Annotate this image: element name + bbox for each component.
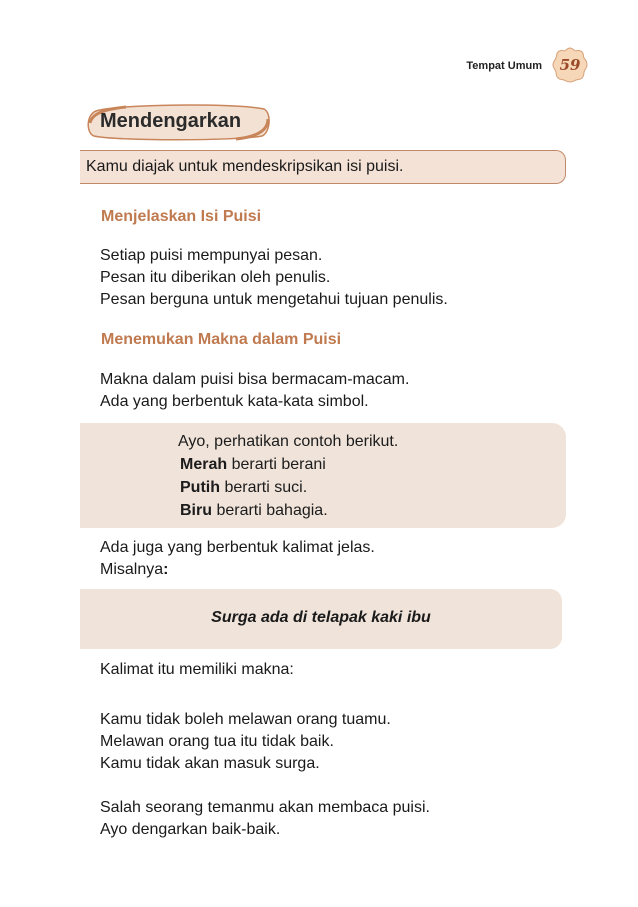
text-line: Ayo dengarkan baik-baik. bbox=[100, 821, 281, 838]
text-line bbox=[100, 559, 375, 581]
intro-text: Kamu diajak untuk mendeskripsikan isi puisi. bbox=[86, 158, 404, 175]
example-word: Biru bbox=[180, 502, 212, 519]
section-heading bbox=[86, 103, 270, 141]
subheading-menemukan: Menemukan Makna dalam Puisi bbox=[101, 331, 342, 348]
text-line: Kamu tidak akan masuk surga. bbox=[100, 755, 320, 772]
sentence-intro bbox=[100, 537, 375, 581]
section-title: Mendengarkan bbox=[100, 110, 242, 132]
example-item bbox=[178, 476, 398, 499]
example-meaning: berarti berani bbox=[227, 456, 326, 473]
meaning-paragraph bbox=[100, 709, 391, 775]
example-item bbox=[178, 453, 398, 476]
example-item bbox=[178, 499, 398, 522]
subheading-menjelaskan: Menjelaskan Isi Puisi bbox=[101, 208, 262, 225]
text-line: Salah seorang temanmu akan membaca puisi. bbox=[100, 799, 430, 816]
text-line: Kamu tidak boleh melawan orang tuamu. bbox=[100, 711, 391, 728]
example-word: Putih bbox=[180, 479, 220, 496]
page-number: 59 bbox=[559, 56, 581, 74]
part1-paragraph bbox=[100, 245, 448, 311]
colon-mark: : bbox=[163, 561, 169, 578]
example-box bbox=[80, 423, 566, 528]
example-word: Merah bbox=[180, 456, 228, 473]
intro-box bbox=[80, 150, 566, 184]
example-lead: Ayo, perhatikan contoh berikut. bbox=[178, 433, 399, 450]
text-line: Melawan orang tua itu tidak baik. bbox=[100, 733, 334, 750]
meaning-intro: Kalimat itu memiliki makna: bbox=[100, 661, 294, 678]
example-meaning: berarti bahagia. bbox=[212, 502, 328, 519]
text-line: Ada yang berbentuk kata-kata simbol. bbox=[100, 393, 369, 410]
text-line: Setiap puisi mempunyai pesan. bbox=[100, 247, 323, 264]
quote-box bbox=[80, 589, 562, 649]
quote-text: Surga ada di telapak kaki ibu bbox=[211, 609, 431, 626]
closing-paragraph bbox=[100, 797, 430, 841]
text-line: Ada juga yang berbentuk kalimat jelas. bbox=[100, 539, 375, 556]
page-number-badge bbox=[552, 47, 588, 83]
text-line: Pesan itu diberikan oleh penulis. bbox=[100, 269, 331, 286]
chapter-title: Tempat Umum bbox=[466, 60, 542, 72]
example-lines bbox=[178, 430, 398, 522]
misalnya-text: Misalnya bbox=[100, 561, 164, 578]
example-meaning: berarti suci. bbox=[220, 479, 308, 496]
text-line: Pesan berguna untuk mengetahui tujuan penulis. bbox=[100, 291, 448, 308]
part2-paragraph bbox=[100, 369, 409, 413]
text-line: Makna dalam puisi bisa bermacam-macam. bbox=[100, 371, 410, 388]
